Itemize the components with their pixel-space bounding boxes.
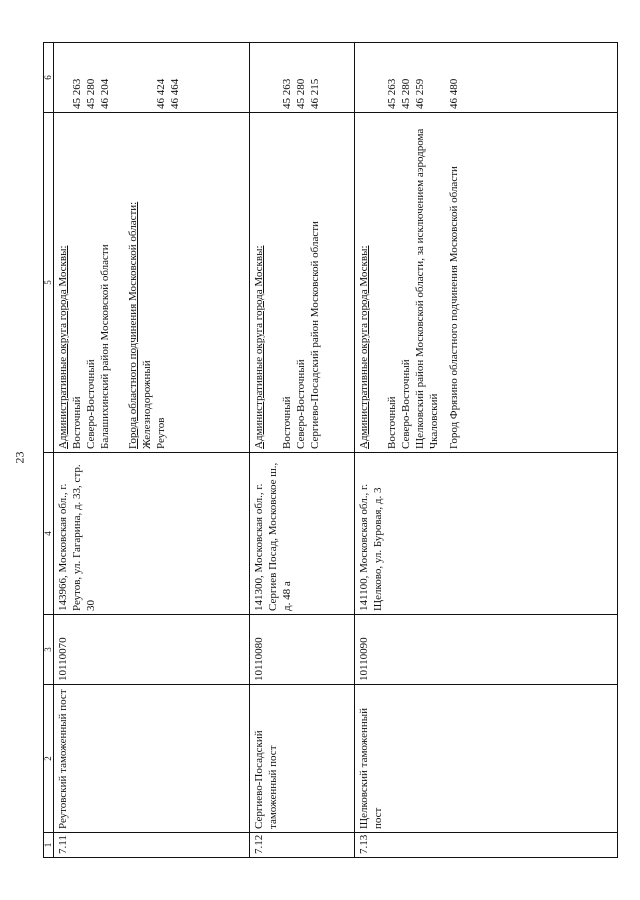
customs-posts-table	[43, 42, 618, 858]
row-number: 7.12	[249, 833, 354, 858]
column-header: 3	[44, 615, 54, 685]
post-name: Сергиево-Посадский таможенный пост	[249, 685, 354, 833]
spacer	[266, 116, 280, 449]
jurisdiction-item: Щелковский район Московской области, за исключением аэродрома Чкаловский	[413, 128, 440, 449]
okato-code: 45 280	[399, 78, 412, 109]
column-header: 1	[44, 833, 54, 858]
okato-code: 45 280	[294, 78, 307, 109]
row-number: 7.13	[354, 833, 617, 858]
spacer	[140, 46, 154, 109]
spacer	[427, 46, 441, 109]
okato-code: 46 204	[99, 78, 111, 109]
column-header: 6	[44, 43, 54, 113]
okato-code: 45 263	[71, 78, 83, 109]
jurisdiction-heading: Административные округа города Москвы:	[252, 245, 265, 449]
okato-code: 46 215	[308, 78, 321, 109]
post-code: 10110070	[54, 615, 250, 685]
post-address: 141100, Московская обл., г. Щелково, ул. Буровая, д. 3	[354, 453, 617, 615]
spacer	[252, 46, 266, 109]
post-name: Реутовский таможенный пост	[54, 685, 250, 833]
page-number: 23	[12, 451, 27, 464]
spacer	[112, 46, 126, 109]
okato-code: 46 464	[169, 78, 181, 109]
okato-code: 45 263	[385, 78, 398, 109]
column-header: 4	[44, 453, 54, 615]
spacer	[126, 46, 140, 109]
okato-code: 46 424	[155, 78, 167, 109]
jurisdiction-heading: Административные округа города Москвы:	[57, 245, 69, 449]
spacer	[112, 116, 126, 449]
okato-code: 45 263	[280, 78, 293, 109]
column-header: 5	[44, 113, 54, 453]
post-code: 10110090	[354, 615, 617, 685]
jurisdiction-item: Восточный	[385, 396, 398, 449]
jurisdiction-heading: Административные округа города Москвы:	[357, 245, 370, 449]
jurisdiction-item: Восточный	[280, 396, 293, 449]
spacer	[371, 46, 385, 109]
jurisdiction-item: Северо-Восточный	[85, 359, 97, 449]
post-address: 143966, Московская обл., г. Реутов, ул. Гагарина, д. 33, стр. 30	[54, 453, 250, 615]
spacer	[56, 46, 70, 109]
jurisdiction-list	[249, 113, 354, 453]
jurisdiction-item: Железнодорожный	[141, 360, 153, 449]
spacer	[371, 116, 385, 449]
header-row	[44, 43, 54, 858]
jurisdiction-item: Восточный	[71, 396, 83, 449]
okato-codes	[354, 43, 617, 113]
okato-codes	[54, 43, 250, 113]
jurisdiction-item: Сергиево-Посадский район Московской области	[308, 221, 321, 449]
post-address: 141300, Московская обл., г. Сергиев Посад, Московское ш., д. 48 а	[249, 453, 354, 615]
okato-code: 46 480	[447, 78, 460, 109]
spacer	[266, 46, 280, 109]
jurisdiction-item: Реутов	[155, 417, 167, 449]
table-row	[354, 43, 617, 858]
post-code: 10110080	[249, 615, 354, 685]
jurisdiction-item: Северо-Восточный	[399, 359, 412, 449]
jurisdiction-item: Северо-Восточный	[294, 359, 307, 449]
row-number: 7.11	[54, 833, 250, 858]
okato-code: 45 280	[85, 78, 97, 109]
table-row	[249, 43, 354, 858]
jurisdiction-list	[354, 113, 617, 453]
jurisdiction-heading: Города областного подчинения Московской области:	[127, 201, 139, 449]
okato-code: 46 259	[413, 78, 426, 109]
column-header: 2	[44, 685, 54, 833]
jurisdiction-item: Балашихинский район Московской области	[99, 244, 111, 449]
jurisdiction-item: Город Фрязино областного подчинения Московской области	[447, 166, 460, 449]
okato-codes	[249, 43, 354, 113]
post-name: Щелковский таможенный пост	[354, 685, 617, 833]
spacer	[357, 46, 371, 109]
jurisdiction-list	[54, 113, 250, 453]
rotated-table-wrapper	[43, 43, 618, 858]
table-row	[54, 43, 250, 858]
